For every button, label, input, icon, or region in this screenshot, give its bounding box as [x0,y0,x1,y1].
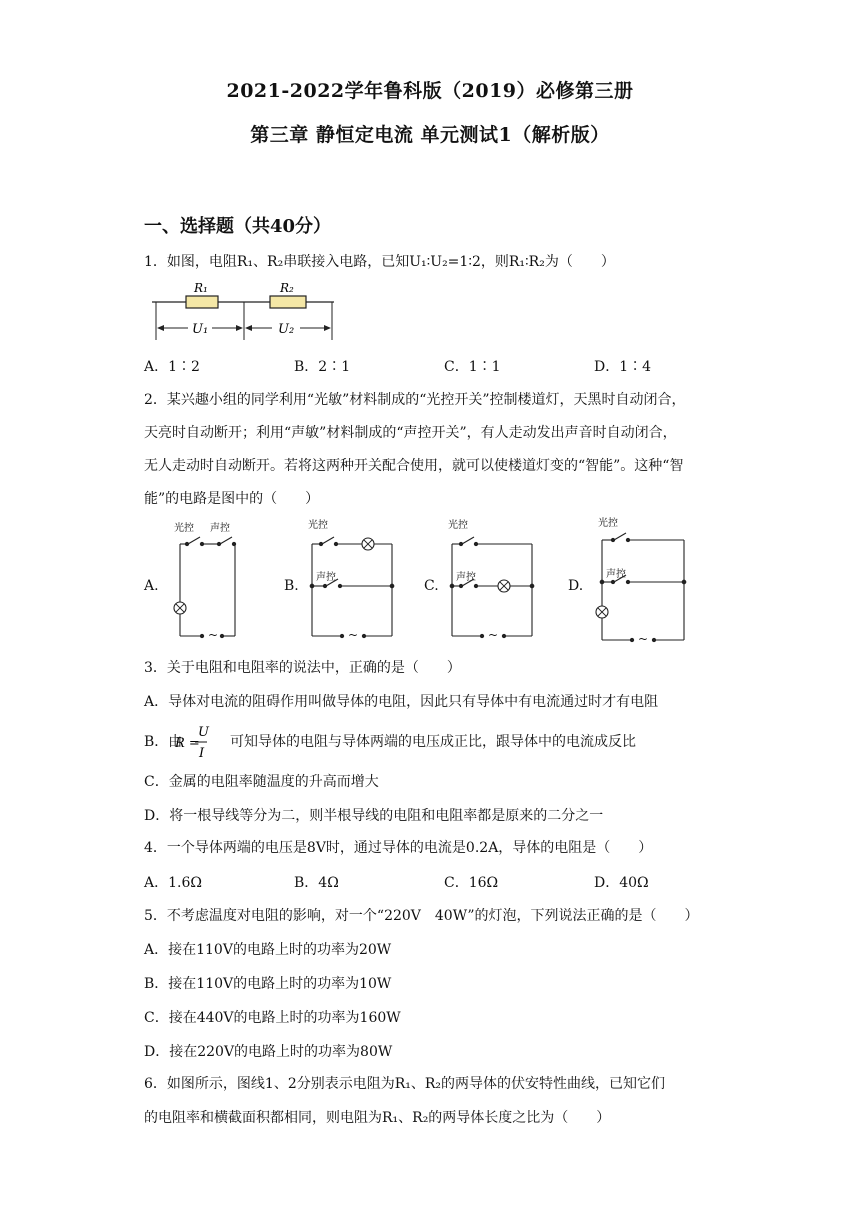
option-b-label: B. [284,578,299,594]
option-c-label: C. [424,578,439,594]
circuit-b [284,518,394,642]
exam-title: 2021-2022学年鲁科版（2019）必修第三册 [226,80,634,102]
q1-label-u2: U₂ [278,322,295,337]
circuit-c-ac-label: ~ [488,628,499,642]
q1-option-d: D．1∶4 [594,359,652,375]
q4-stem: 4．一个导体两端的电压是8V时，通过导体的电流是0.2A，导体的电阻是（ ） [144,840,653,856]
q5-option-d: D．接在220V的电路上时的功率为80W [144,1044,393,1060]
q1-label-r1: R₁ [194,281,208,295]
q1-label-u1: U₁ [192,322,209,337]
exam-subtitle: 第三章 静恒定电流 单元测试1（解析版） [250,124,610,146]
formula-denominator: I [199,746,205,761]
q6-line-2: 的电阻率和横截面积都相同，则电阻为R₁、R₂的两导体长度之比为（ ） [144,1110,611,1126]
circuit-b-ac-label: ~ [348,628,359,642]
q4-option-c: C．16Ω [444,875,499,891]
circuit-d-ac-label: ~ [638,632,649,646]
section-heading: 一、选择题（共40分） [144,216,332,237]
q1-resistor-r2 [270,296,306,308]
q2-line-4: 能”的电路是图中的（ ） [144,491,320,507]
q1-option-b: B．2∶1 [294,359,351,375]
q4-options [144,872,744,892]
circuit-a-sound-label: 声控 [210,523,230,534]
formula-numerator: U [198,725,209,740]
q3-stem: 3．关于电阻和电阻率的说法中，正确的是（ ） [144,660,461,676]
option-d-label: D. [568,578,584,594]
q2-line-2: 天亮时自动断开；利用“声敏”材料制成的“声控开关”，有人走动发出声音时自动闭合， [144,425,677,441]
q3-option-a: A．导体对电流的阻碍作用叫做导体的电阻，因此只有导体中有电流通过时才有电阻 [144,694,659,710]
q3-option-b-suffix: 可知导体的电阻与导体两端的电压成正比，跟导体中的电流成反比 [230,734,636,750]
circuit-d-light-label: 光控 [598,518,618,529]
q5-option-a: A．接在110V的电路上时的功率为20W [144,942,392,958]
circuit-c-light-label: 光控 [448,520,468,531]
q5-stem: 5．不考虑温度对电阻的影响，对一个“220V 40W”的灯泡，下列说法正确的是（ ） [144,908,699,924]
circuit-c [424,518,534,642]
circuit-c-sound-label: 声控 [456,572,476,583]
q3-option-c: C．金属的电阻率随温度的升高而增大 [144,774,379,790]
circuit-b-sound-label: 声控 [316,572,336,583]
q1-option-c: C．1∶1 [444,359,501,375]
q2-circuit-options-figure [144,514,704,648]
formula-lhs: R = [175,736,200,751]
q1-stem: 1．如图，电阻R₁、R₂串联接入电路，已知U₁∶U₂=1∶2，则R₁∶R₂为（ ） [144,254,615,270]
circuit-b-light-label: 光控 [308,520,328,531]
resistance-formula [175,723,207,761]
q1-resistor-r1 [186,296,218,308]
q2-line-3: 无人走动时自动断开。若将这两种开关配合使用，就可以使楼道灯变的“智能”。这种“智 [144,458,684,474]
q1-option-a: A．1∶2 [144,359,200,375]
circuit-d [568,516,686,646]
q3-option-d: D．将一根导线等分为二，则半根导线的电阻和电阻率都是原来的二分之一 [144,808,604,824]
q1-options [144,356,744,376]
option-a-label: A. [144,578,159,594]
q4-option-b: B．4Ω [294,875,339,891]
circuit-a [143,521,236,642]
q1-series-circuit-figure [144,280,344,342]
q1-label-r2: R₂ [280,281,294,295]
q5-option-c: C．接在440V的电路上时的功率为160W [144,1010,401,1026]
q3-option-b-prefix: B．由 [144,734,183,750]
q6-line-1: 6．如图所示，图线1、2分别表示电阻为R₁、R₂的两导体的伏安特性曲线，已知它们 [144,1076,666,1092]
q4-option-a: A．1.6Ω [144,875,202,891]
circuit-d-sound-label: 声控 [606,569,626,580]
q5-option-b: B．接在110V的电路上时的功率为10W [144,976,392,992]
q2-line-1: 2．某兴趣小组的同学利用“光敏”材料制成的“光控开关”控制楼道灯，天黑时自动闭合， [144,392,686,408]
circuit-a-light-label: 光控 [174,523,194,534]
circuit-a-ac-label: ~ [208,628,219,642]
q4-option-d: D．40Ω [594,875,649,891]
